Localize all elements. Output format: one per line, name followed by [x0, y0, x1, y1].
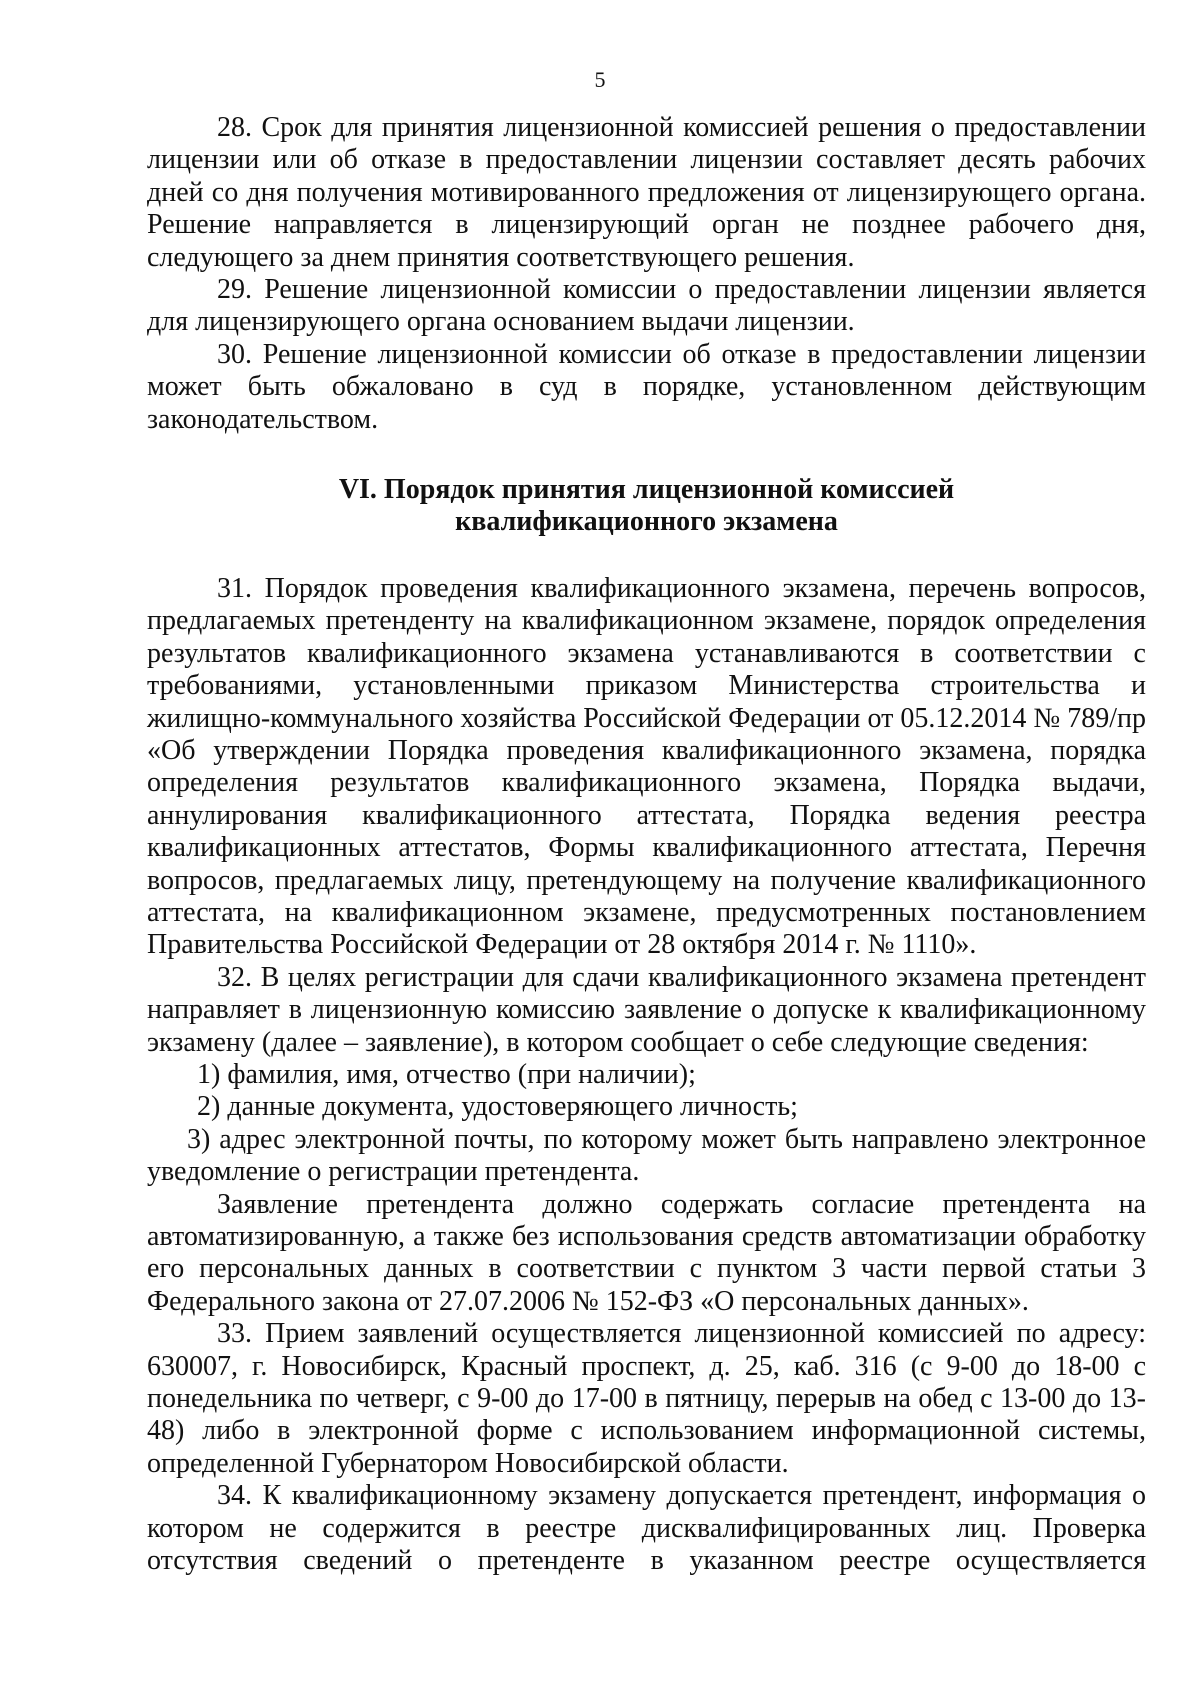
paragraph-32: 32. В целях регистрации для сдачи квалификационного экзамена претендент направляет в лицензионную комиссию заявление о допуске к квалификационному экзамену (далее – заявление), в котором сообщает о себе следующие сведения:	[147, 961, 1146, 1058]
paragraph-28: 28. Срок для принятия лицензионной комиссией решения о предоставлении лицензии или об отказе в предоставлении лицензии составляет десять рабочих дней со дня получения мотивированного предложения от лицензирующего органа. Решение направляется в лицензирующий орган не позднее рабочего дня, следующего за днем принятия соответствующего решения.	[147, 112, 1146, 273]
list-item: 1) фамилия, имя, отчество (при наличии);	[197, 1058, 696, 1090]
document-body	[147, 112, 1146, 1577]
paragraph-30: 30. Решение лицензионной комиссии об отказе в предоставлении лицензии может быть обжаловано в суд в порядке, установленном действующим законодательством.	[147, 338, 1146, 435]
paragraph-33: 33. Прием заявлений осуществляется лицензионной комиссией по адресу: 630007, г. Новосибирск, Красный проспект, д. 25, каб. 316 (с 9-00 до 18-00 с понедельника по четверг, с 9-00 до 17-00 в пятницу, перерыв на обед с 13-00 до 13-48) либо в электронной форме с использованием информационной системы, определенной Губернатором Новосибирской области.	[147, 1318, 1146, 1479]
list-item: 3) адрес электронной почты, по которому может быть направлено электронное уведомление о регистрации претендента.	[147, 1123, 1146, 1188]
paragraph-29: 29. Решение лицензионной комиссии о предоставлении лицензии является для лицензирующего органа основанием выдачи лицензии.	[147, 274, 1146, 338]
paragraph-consent: Заявление претендента должно содержать согласие претендента на автоматизированную, а также без использования средств автоматизации обработку его персональных данных в соответствии с пунктом 3 части первой статьи 3 Федерального закона от 27.07.2006 № 152-ФЗ «О персональных данных».	[147, 1188, 1146, 1317]
page-number: 5	[594, 67, 606, 92]
paragraph-31: 31. Порядок проведения квалификационного экзамена, перечень вопросов, предлагаемых претенденту на квалификационном экзамене, порядок определения результатов квалификационного экзамена устанавливаются в соответствии с требованиями, установленными приказом Министерства строительства и жилищно-коммунального хозяйства Российской Федерации от 05.12.2014 № 789/пр «Об утверждении Порядка проведения квалификационного экзамена, порядка определения результатов квалификационного экзамена, Порядка выдачи, аннулирования квалификационного аттестата, Порядка ведения реестра квалификационных аттестатов, Формы квалификационного аттестата, Перечня вопросов, предлагаемых лицу, претендующему на получение квалификационного аттестата, на квалификационном экзамене, предусмотренных постановлением Правительства Российской Федерации от 28 октября 2014 г. № 1110».	[147, 572, 1146, 961]
section-heading: VI. Порядок принятия лицензионной комиссией квалификационного экзамена	[338, 474, 955, 538]
paragraph-34: 34. К квалификационному экзамену допускается претендент, информация о котором не содержится в реестре дисквалифицированных лиц. Проверка отсутствия сведений о претенденте в указанном реестре осуществляется	[147, 1480, 1146, 1577]
list-item: 2) данные документа, удостоверяющего личность;	[197, 1091, 798, 1123]
